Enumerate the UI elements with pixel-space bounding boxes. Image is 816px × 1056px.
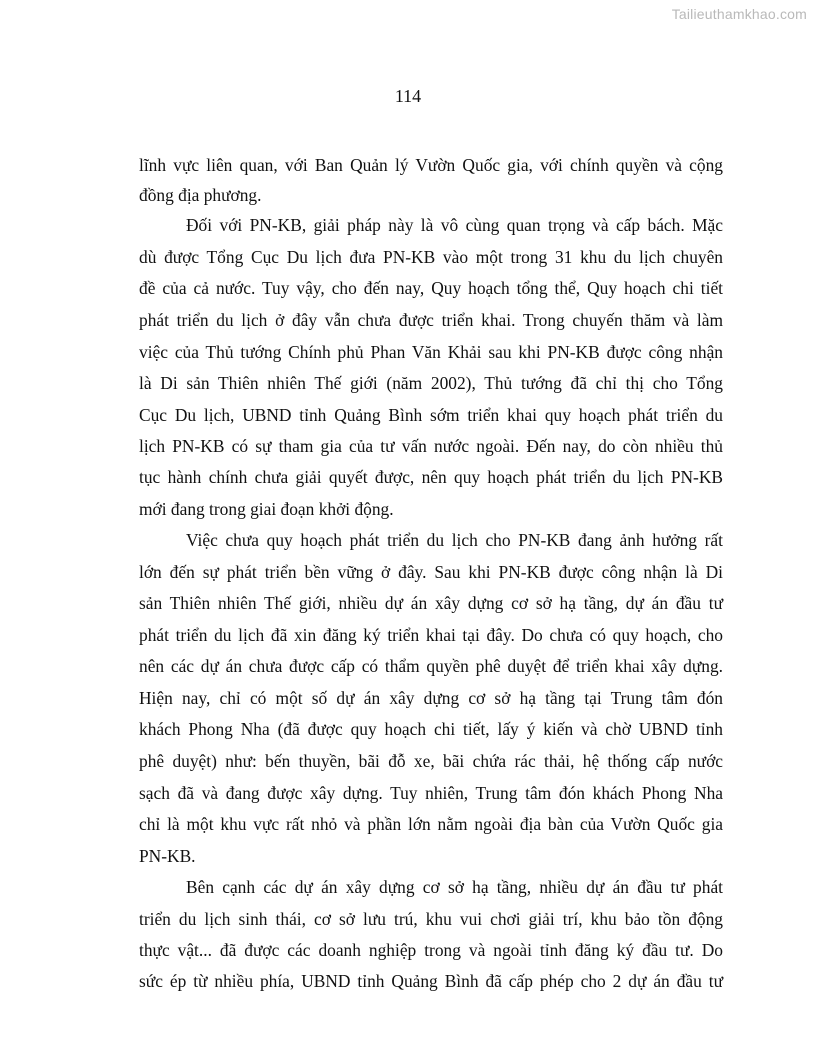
text-line: tục hành chính chưa giải quyết được, nên quy hoạch phát triển du lịch PN-KB — [139, 467, 723, 487]
text-line: khách Phong Nha (đã được quy hoạch chi tiết, lấy ý kiến và chờ UBND tỉnh — [139, 719, 723, 739]
text-line: lĩnh vực liên quan, với Ban Quản lý Vườn Quốc gia, với chính quyền và cộng — [139, 155, 723, 175]
text-line: chỉ là một khu vực rất nhỏ và phần lớn nằm ngoài địa bàn của Vườn Quốc gia — [139, 814, 723, 834]
text-line: sức ép từ nhiều phía, UBND tỉnh Quảng Bình đã cấp phép cho 2 dự án đầu tư — [139, 971, 723, 991]
text-line: Bên cạnh các dự án xây dựng cơ sở hạ tầng, nhiều dự án đầu tư phát — [186, 877, 723, 897]
text-line: là Di sản Thiên nhiên Thế giới (năm 2002), Thủ tướng đã chỉ thị cho Tổng — [139, 373, 723, 393]
text-line: nên các dự án chưa được cấp có thẩm quyền phê duyệt để triển khai xây dựng. — [139, 656, 723, 676]
text-line: sạch đã và đang được xây dựng. Tuy nhiên, Trung tâm đón khách Phong Nha — [139, 783, 723, 803]
text-line: lớn đến sự phát triển bền vững ở đây. Sau khi PN-KB được công nhận là Di — [139, 562, 723, 582]
text-line: việc của Thủ tướng Chính phủ Phan Văn Khải sau khi PN-KB được công nhận — [139, 342, 723, 362]
text-line: Hiện nay, chỉ có một số dự án xây dựng cơ sở hạ tầng tại Trung tâm đón — [139, 688, 723, 708]
text-line: triển du lịch sinh thái, cơ sở lưu trú, khu vui chơi giải trí, khu bảo tồn động — [139, 909, 723, 929]
watermark: Tailieuthamkhao.com — [671, 6, 807, 22]
text-line: sản Thiên nhiên Thế giới, nhiều dự án xây dựng cơ sở hạ tầng, dự án đầu tư — [139, 593, 723, 613]
text-line: đồng địa phương. — [139, 185, 262, 205]
text-line: phê duyệt) như: bến thuyền, bãi đỗ xe, bãi chứa rác thải, hệ thống cấp nước — [139, 751, 723, 771]
page-number: 114 — [394, 86, 422, 106]
text-line: lịch PN-KB có sự tham gia của tư vấn nước ngoài. Đến nay, do còn nhiều thủ — [139, 436, 723, 456]
text-line: mới đang trong giai đoạn khởi động. — [139, 499, 394, 519]
text-line: dù được Tổng Cục Du lịch đưa PN-KB vào một trong 31 khu du lịch chuyên — [139, 247, 723, 267]
text-line: PN-KB. — [139, 846, 196, 866]
text-line: Cục Du lịch, UBND tỉnh Quảng Bình sớm triển khai quy hoạch phát triển du — [139, 405, 723, 425]
text-line: Đối với PN-KB, giải pháp này là vô cùng quan trọng và cấp bách. Mặc — [186, 215, 723, 235]
text-line: phát triển du lịch ở đây vẫn chưa được triển khai. Trong chuyến thăm và làm — [139, 310, 723, 330]
text-line: thực vật... đã được các doanh nghiệp trong và ngoài tỉnh đăng ký đầu tư. Do — [139, 940, 723, 960]
text-line: Việc chưa quy hoạch phát triển du lịch cho PN-KB đang ảnh hưởng rất — [186, 530, 723, 550]
text-line: phát triển du lịch đã xin đăng ký triển khai tại đây. Do chưa có quy hoạch, cho — [139, 625, 723, 645]
text-line: đề của cả nước. Tuy vậy, cho đến nay, Quy hoạch tổng thể, Quy hoạch chi tiết — [139, 278, 723, 298]
